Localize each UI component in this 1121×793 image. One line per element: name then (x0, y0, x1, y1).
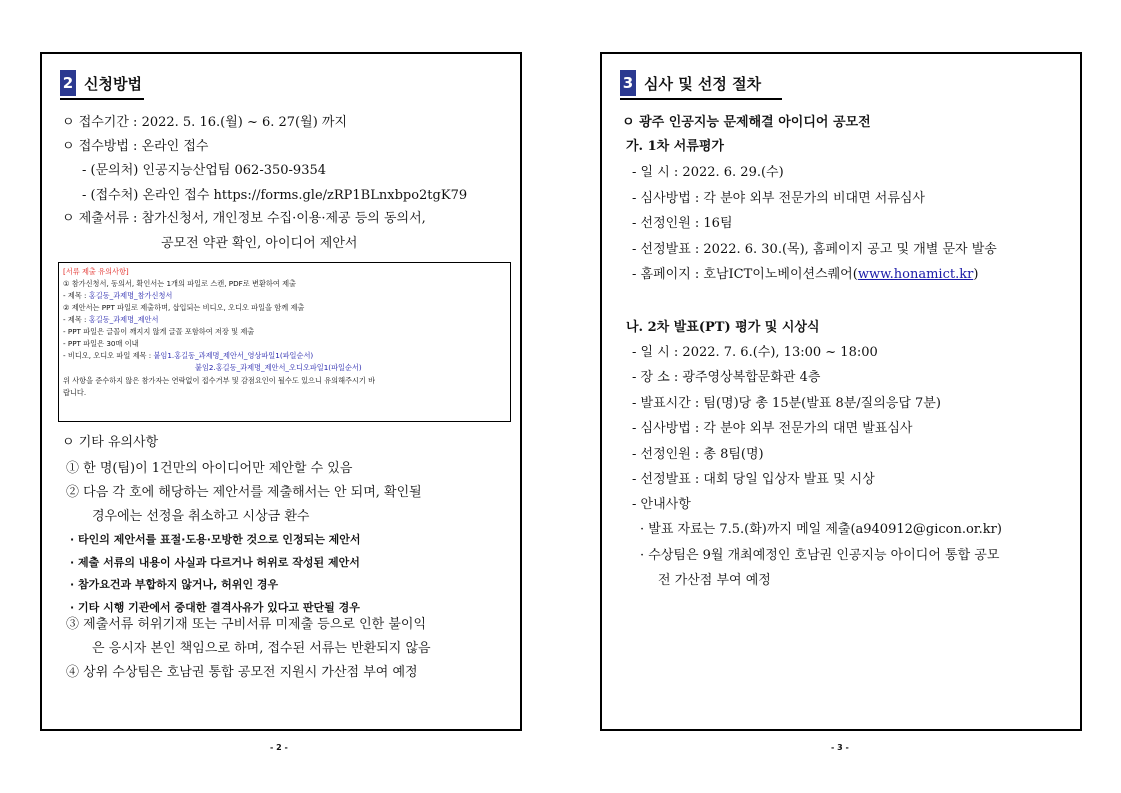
page-3 (600, 52, 1082, 731)
section-underline (60, 98, 144, 100)
etc-item: ② 다음 각 호에 해당하는 제안서를 제출해서는 안 되며, 확인될 (66, 485, 422, 500)
notice-line: - 제목 : 홍길동_과제명_참가신청서 (63, 291, 173, 300)
guide-heading: - 안내사항 (632, 497, 691, 512)
submit-place-line: - (접수처) 온라인 접수 https://forms.gle/zRP1BLnxbpo2tgK79 (82, 188, 468, 203)
section-heading (620, 70, 761, 96)
etc-item-cont: 경우에는 선정을 취소하고 시상금 환수 (92, 509, 310, 524)
first-announce: - 선정발표 : 2022. 6. 30.(목), 홈페이지 공고 및 개별 문자 발송 (632, 242, 997, 257)
etc-bullet: · 참가요건과 부합하지 않거나, 허위인 경우 (70, 578, 279, 591)
section-heading (60, 70, 142, 96)
notice-line: - PPT 파일은 글꼴이 깨지지 않게 글꼴 포함하여 저장 및 제출 (63, 327, 255, 336)
page-number: - 2 - (270, 743, 288, 752)
notice-line: - PPT 파일은 30매 이내 (63, 339, 139, 348)
page-number: - 3 - (831, 743, 849, 752)
etc-bullet: · 제출 서류의 내용이 사실과 다르거나 허위로 작성된 제안서 (70, 556, 360, 569)
section-title: 신청방법 (84, 74, 142, 93)
etc-item: ① 한 명(팀)이 1건만의 아이디어만 제안할 수 있음 (66, 461, 353, 476)
first-homepage: - 홈페이지 : 호남ICT이노베이션스퀘어(www.honamict.kr) (632, 267, 979, 282)
second-place: - 장 소 : 광주영상복합문화관 4층 (632, 370, 821, 385)
second-date: - 일 시 : 2022. 7. 6.(수), 13:00 ~ 18:00 (632, 345, 878, 360)
etc-item: ③ 제출서류 허위기재 또는 구비서류 미제출 등으로 인한 불이익 (66, 617, 427, 632)
second-round-heading: 나. 2차 발표(PT) 평가 및 시상식 (626, 320, 820, 335)
section-number-badge: 2 (60, 70, 76, 96)
second-count: - 선정인원 : 총 8팀(명) (632, 447, 764, 462)
first-date: - 일 시 : 2022. 6. 29.(수) (632, 165, 784, 180)
docs-line-cont: 공모전 약관 확인, 아이디어 제안서 (161, 236, 358, 251)
first-count: - 선정인원 : 16팀 (632, 216, 733, 231)
period-line: ㅇ 접수기간 : 2022. 5. 16.(월) ~ 6. 27(월) 까지 (62, 115, 348, 130)
section-title: 심사 및 선정 절차 (644, 74, 762, 93)
guide-item: · 발표 자료는 7.5.(화)까지 메일 제출(a940912@gicon.or.kr) (640, 522, 1002, 537)
second-time: - 발표시간 : 팀(명)당 총 15분(발표 8분/질의응답 7분) (632, 396, 941, 411)
inquiry-line: - (문의처) 인공지능산업팀 062-350-9354 (82, 163, 327, 178)
guide-item: · 수상팀은 9월 개최예정인 호남권 인공지능 아이디어 통합 공모 (640, 548, 1000, 563)
submission-notice-box (58, 262, 511, 422)
notice-line: - 비디오, 오디오 파일 제목 : 붙임1.홍길동_과제명_제안서_영상파일1(파일순서) (63, 351, 314, 360)
guide-item-cont: 전 가산점 부여 예정 (658, 573, 771, 588)
etc-bullet: · 기타 시행 기관에서 중대한 결격사유가 있다고 판단될 경우 (70, 601, 360, 614)
notice-line: ① 참가신청서, 동의서, 확인서는 1개의 파일로 스캔, PDF로 변환하여 제출 (63, 279, 296, 288)
contest-title: ㅇ 광주 인공지능 문제해결 아이디어 공모전 (622, 115, 871, 130)
notice-line: 붙임2.홍길동_과제명_제안서_오디오파일1(파일순서) (195, 363, 362, 372)
method-line: ㅇ 접수방법 : 온라인 접수 (62, 139, 209, 154)
homepage-link[interactable]: www.honamict.kr (857, 267, 974, 282)
etc-item: ④ 상위 수상팀은 호남권 통합 공모전 지원시 가산점 부여 예정 (66, 665, 418, 680)
etc-heading: ㅇ 기타 유의사항 (62, 435, 159, 450)
notice-heading: [서류 제출 유의사항] (63, 267, 129, 276)
section-underline (620, 98, 782, 100)
docs-line: ㅇ 제출서류 : 참가신청서, 개인정보 수집·이용·제공 등의 동의서, (62, 211, 426, 226)
etc-bullet: · 타인의 제안서를 표절·도용·모방한 것으로 인정되는 제안서 (70, 533, 361, 546)
first-method: - 심사방법 : 각 분야 외부 전문가의 비대면 서류심사 (632, 191, 925, 206)
etc-item-cont: 은 응시자 본인 책임으로 하며, 접수된 서류는 반환되지 않음 (92, 641, 431, 656)
first-round-heading: 가. 1차 서류평가 (626, 139, 724, 154)
section-number-badge: 3 (620, 70, 636, 96)
notice-line: ② 제안서는 PPT 파일로 제출하며, 삽입되는 비디오, 오디오 파일을 함께 제출 (63, 303, 305, 312)
second-announce: - 선정발표 : 대회 당일 입상자 발표 및 시상 (632, 472, 875, 487)
notice-line: 위 사항을 준수하지 않은 참가자는 연락없이 접수거부 및 감점요인이 될수도 있으니 유의해주시기 바 (63, 376, 376, 385)
notice-line: 랍니다. (63, 388, 87, 397)
second-method: - 심사방법 : 각 분야 외부 전문가의 대면 발표심사 (632, 421, 913, 436)
notice-line: - 제목 : 홍길동_과제명_제안서 (63, 315, 159, 324)
page-2 (40, 52, 522, 731)
